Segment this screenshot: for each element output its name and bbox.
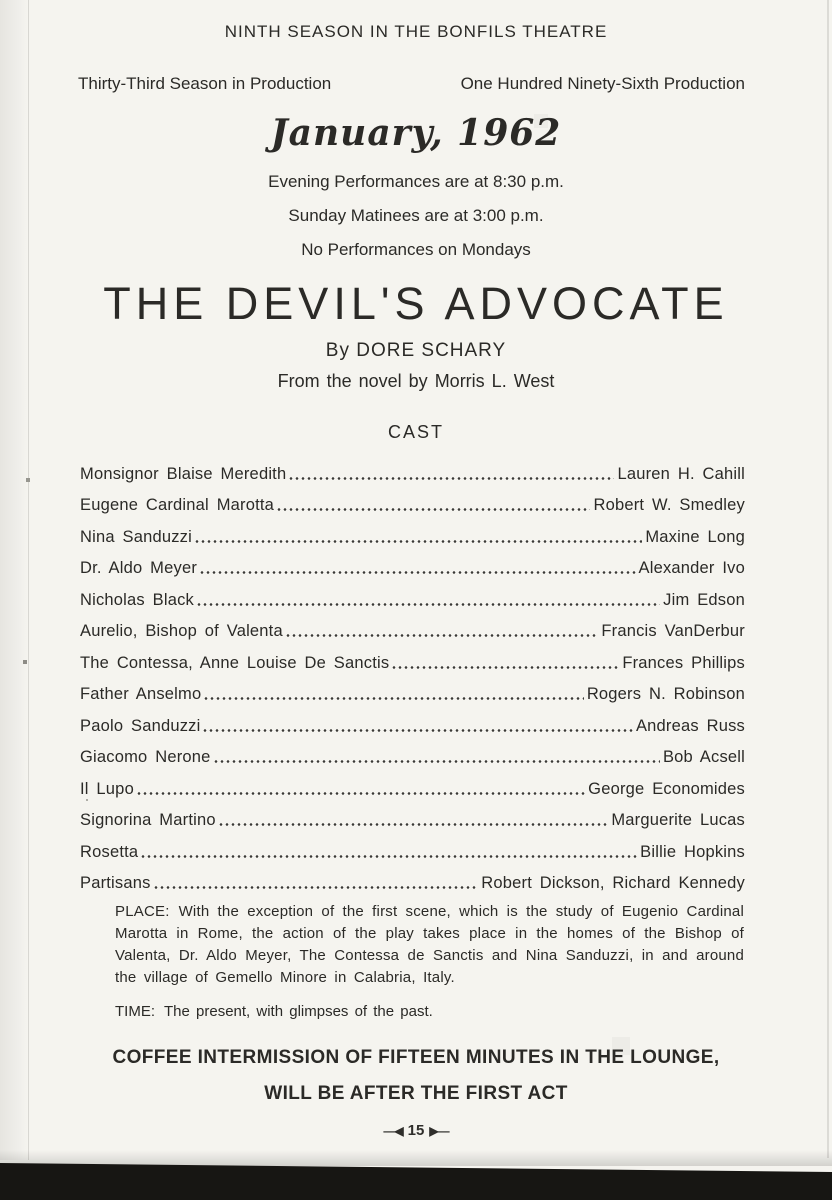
- dot-leader: [214, 759, 660, 764]
- matinee-performance-line: Sunday Matinees are at 3:00 p.m.: [288, 206, 544, 225]
- character-name: Aurelio, Bishop of Valenta: [80, 622, 283, 640]
- dot-leader: [392, 665, 619, 670]
- actor-name: Lauren H. Cahill: [617, 464, 745, 483]
- character-name: Il Lupo: [80, 779, 134, 798]
- cast-row: [80, 799, 745, 831]
- character-name: Paolo Sanduzzi: [80, 716, 201, 735]
- season-header: NINTH SEASON IN THE BONFILS THEATRE: [224, 22, 608, 41]
- ornament-right-icon: ▶—: [429, 1123, 449, 1138]
- cast-row: [80, 673, 745, 705]
- page-bottom-edge-shadow: [0, 1150, 832, 1166]
- character-name: The Contessa, Anne Louise De Sanctis: [80, 653, 390, 672]
- place-text: With the exception of the first scene, which is the study of Eugenio Cardinal Marotta in Rome, the action of the play takes place in the homes of the Bishop of Valenta, Dr. Aldo Meyer, The Contessa de Sanctis and Nina Sanduzzi, in and around the village of Gemello Minore in Calabria, Italy.: [115, 903, 744, 986]
- character-name: Signorina Martino: [80, 811, 216, 829]
- intermission-line-2: WILL BE AFTER THE FIRST ACT: [264, 1083, 568, 1104]
- actor-name: Alexander Ivo: [638, 559, 745, 577]
- cast-row: [80, 610, 745, 642]
- actor-name: Marguerite Lucas: [611, 811, 745, 829]
- cast-row: [80, 736, 745, 768]
- author-byline: By DORE SCHARY: [325, 340, 507, 361]
- page-number: 15: [407, 1122, 425, 1139]
- cast-row: [80, 547, 745, 579]
- dot-leader: [195, 539, 642, 544]
- actor-name: Robert Dickson, Richard Kennedy: [481, 874, 745, 892]
- ornament-left-icon: —◀: [383, 1123, 403, 1138]
- cast-row: [80, 641, 745, 673]
- character-name: Monsignor Blaise Meredith: [80, 464, 287, 483]
- character-name: Dr. Aldo Meyer: [80, 559, 198, 577]
- dot-leader: [141, 854, 637, 859]
- character-name: Nicholas Black: [80, 590, 195, 609]
- dot-leader: [219, 822, 609, 827]
- cast-row: [80, 767, 745, 799]
- actor-name: Francis VanDerbur: [601, 622, 745, 640]
- dot-leader: [197, 602, 660, 607]
- actor-name: Jim Edson: [663, 590, 745, 609]
- intermission-line-1: COFFEE INTERMISSION OF FIFTEEN MINUTES IN THE LOUNGE,: [112, 1047, 720, 1068]
- time-label: TIME:: [115, 1003, 155, 1020]
- cast-heading: CAST: [387, 422, 444, 442]
- place-label: PLACE:: [115, 903, 170, 920]
- time-note: [115, 1002, 744, 1022]
- time-text: The present, with glimpses of the past.: [164, 1003, 433, 1020]
- character-name: Eugene Cardinal Marotta: [80, 496, 275, 514]
- dot-leader: [154, 885, 479, 890]
- actor-name: Rogers N. Robinson: [586, 685, 745, 703]
- dot-leader: [277, 507, 590, 512]
- character-name: Giacomo Nerone: [80, 748, 211, 766]
- dot-leader: [286, 633, 598, 638]
- actor-name: Robert W. Smedley: [593, 496, 745, 514]
- page-number-ornament: [0, 1122, 832, 1139]
- character-name: Rosetta: [80, 842, 139, 861]
- dot-leader: [203, 728, 632, 733]
- actor-name: Bob Acsell: [662, 748, 745, 766]
- cast-row: [80, 862, 745, 894]
- actor-name: Frances Phillips: [622, 653, 745, 672]
- dot-leader: [137, 791, 585, 796]
- cast-row: [80, 830, 745, 862]
- dot-leader: [289, 476, 614, 481]
- actor-name: Andreas Russ: [635, 716, 745, 735]
- actor-name: George Economides: [588, 779, 745, 798]
- novel-source-line: From the novel by Morris L. West: [277, 371, 555, 391]
- cast-row: [80, 452, 745, 484]
- cast-list: [0, 452, 832, 893]
- cast-row: [80, 515, 745, 547]
- place-note: [115, 901, 744, 989]
- show-title: THE DEVIL'S ADVOCATE: [103, 278, 729, 329]
- season-left-label: Thirty-Third Season in Production: [78, 74, 332, 93]
- production-right-label: One Hundred Ninety-Sixth Production: [460, 74, 745, 93]
- no-performance-line: No Performances on Mondays: [301, 240, 531, 259]
- actor-name: Maxine Long: [645, 527, 745, 546]
- actor-name: Billie Hopkins: [640, 842, 745, 861]
- notes-section: [0, 901, 832, 1022]
- character-name: Partisans: [80, 874, 151, 892]
- cast-row: [80, 704, 745, 736]
- dot-leader: [204, 696, 583, 701]
- intermission-notice: [0, 1046, 832, 1106]
- evening-performance-line: Evening Performances are at 8:30 p.m.: [268, 172, 564, 191]
- season-production-row: [0, 74, 832, 94]
- dot-leader: [200, 570, 635, 575]
- character-name: Nina Sanduzzi: [80, 527, 192, 546]
- cast-row: [80, 578, 745, 610]
- character-name: Father Anselmo: [80, 685, 202, 703]
- cast-row: [80, 484, 745, 516]
- program-date: January, 1962: [270, 112, 562, 154]
